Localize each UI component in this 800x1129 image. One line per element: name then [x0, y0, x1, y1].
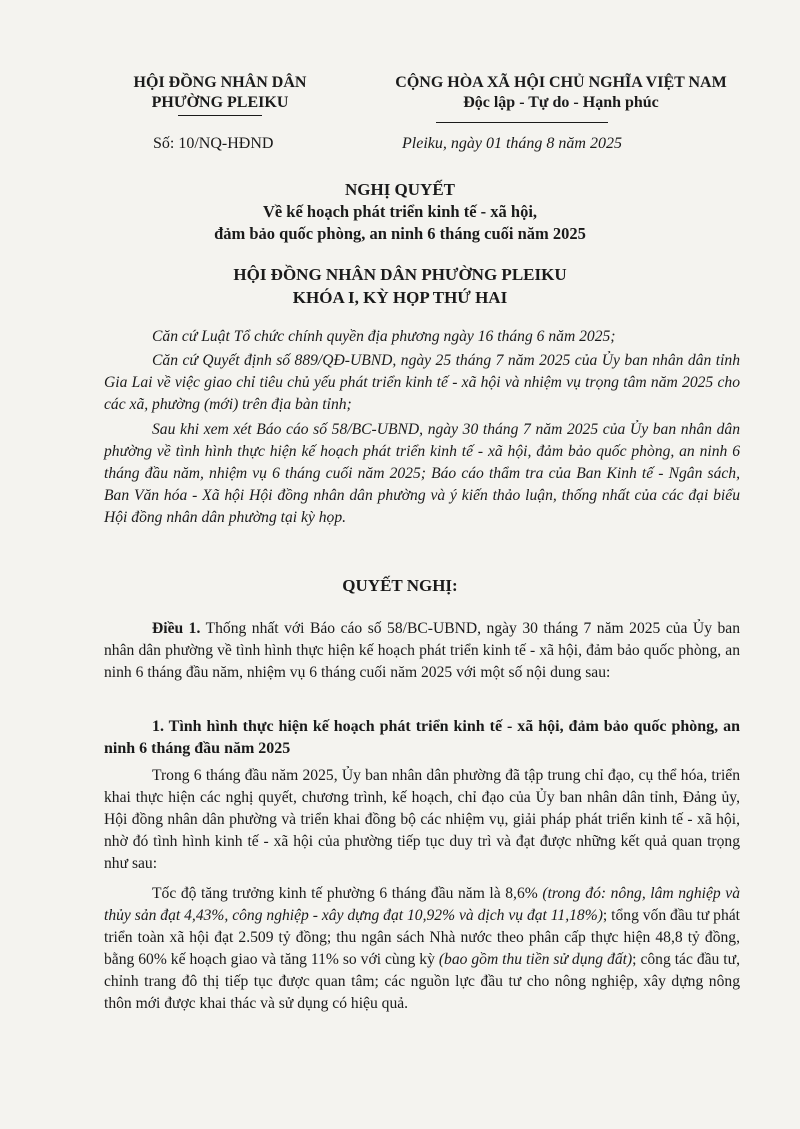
org-name-line2: PHƯỜNG PLEIKU [151, 94, 289, 111]
growth-breakdown-note: (trong đó: nông, lâm nghiệp và thủy sản đạt 4,43%, công nghiệp - xây dựng đạt 10,92% và dịch vụ đạt 11,18%) [104, 885, 740, 924]
resolution-heading: QUYẾT NGHỊ: [342, 576, 458, 595]
header-right-divider [436, 122, 608, 123]
growth-rate-text: Tốc độ tăng trưởng kinh tế phường 6 tháng đầu năm là 8,6% [152, 885, 543, 902]
preamble-consideration: Sau khi xem xét Báo cáo số 58/BC-UBND, ngày 30 tháng 7 năm 2025 của Ủy ban nhân dân phường về tình hình thực hiện kế hoạch phát triển kinh tế - xã hội, đảm bảo quốc phòng, an ninh 6 tháng đầu năm, nhiệm vụ 6 tháng cuối năm 2025; Báo cáo thẩm tra của Ban Kinh tế - Ngân sách, Ban Văn hóa - Xã hội Hội đồng nhân dân phường và ý kiến thảo luận, thống nhất của các đại biểu Hội đồng nhân dân phường tại kỳ họp. [104, 421, 740, 526]
document-subject-line1: Về kế hoạch phát triển kinh tế - xã hội, [262, 202, 538, 221]
national-header [352, 73, 770, 113]
urban-investment-text: ; công tác đầu tư, chỉnh trang đô thị tiếp tục được quan tâm; các nguồn lực đầu tư cho nông nghiệp, xây dựng nông thôn mới được khai thác và sử dụng có hiệu quả. [104, 951, 740, 1012]
investment-budget-text: ; tổng vốn đầu tư phát triển toàn xã hội đạt 2.509 tỷ đồng; thu ngân sách Nhà nước theo phân cấp thực hiện 48,8 tỷ đồng, bằng 60% kế hoạch giao và tăng 11% so với cùng kỳ [104, 907, 740, 968]
section-1-paragraph-1: Trong 6 tháng đầu năm 2025, Ủy ban nhân dân phường đã tập trung chỉ đạo, cụ thể hóa, triển khai thực hiện các nghị quyết, chương trình, kế hoạch, chỉ đạo của Ủy ban nhân dân tỉnh, Đảng ủy, Hội đồng nhân dân phường và triển khai đồng bộ các nhiệm vụ, giải pháp phát triển kinh tế - xã hội, nhờ đó tình hình kinh tế - xã hội của phường tiếp tục duy trì và đạt được những kết quả quan trọng như sau: [104, 767, 740, 872]
section-1-heading: 1. Tình hình thực hiện kế hoạch phát triển kinh tế - xã hội, đảm bảo quốc phòng, an ninh 6 tháng đầu năm 2025 [104, 718, 740, 757]
article-1-text: Thống nhất với Báo cáo số 58/BC-UBND, ngày 30 tháng 7 năm 2025 của Ủy ban nhân dân phường về tình hình thực hiện kế hoạch phát triển kinh tế - xã hội, đảm bảo quốc phòng, an ninh 6 tháng đầu năm, nhiệm vụ 6 tháng cuối năm 2025 với một số nội dung sau: [104, 620, 740, 681]
issuer-name: HỘI ĐỒNG NHÂN DÂN PHƯỜNG PLEIKU [233, 265, 567, 284]
article-1-label: Điều 1. [152, 620, 201, 637]
document-type: NGHỊ QUYẾT [344, 180, 456, 199]
org-name-line1: HỘI ĐỒNG NHÂN DÂN [133, 74, 307, 91]
preamble-basis-1: Căn cứ Luật Tổ chức chính quyền địa phương ngày 16 tháng 6 năm 2025; [152, 328, 616, 345]
land-revenue-note: (bao gồm thu tiền sử dụng đất) [438, 951, 633, 968]
header-left-divider [178, 115, 262, 116]
article-1 [104, 618, 740, 684]
issuing-organization [120, 73, 320, 113]
issuer-session: KHÓA I, KỲ HỌP THỨ HAI [292, 288, 508, 307]
national-motto: Độc lập - Tự do - Hạnh phúc [463, 94, 659, 111]
section-1-paragraph-2 [104, 883, 740, 1015]
document-number: Số: 10/NQ-HĐND [153, 135, 274, 152]
place-and-date: Pleiku, ngày 01 tháng 8 năm 2025 [402, 135, 622, 152]
country-name: CỘNG HÒA XÃ HỘI CHỦ NGHĨA VIỆT NAM [395, 74, 727, 91]
preamble-basis-2: Căn cứ Quyết định số 889/QĐ-UBND, ngày 25 tháng 7 năm 2025 của Ủy ban nhân dân tỉnh Gia Lai về việc giao chỉ tiêu chủ yếu phát triển kinh tế - xã hội và nhiệm vụ trọng tâm năm 2025 cho các xã, phường (mới) trên địa bàn tỉnh; [104, 352, 740, 413]
document-subject-line2: đảm bảo quốc phòng, an ninh 6 tháng cuối năm 2025 [214, 224, 586, 243]
